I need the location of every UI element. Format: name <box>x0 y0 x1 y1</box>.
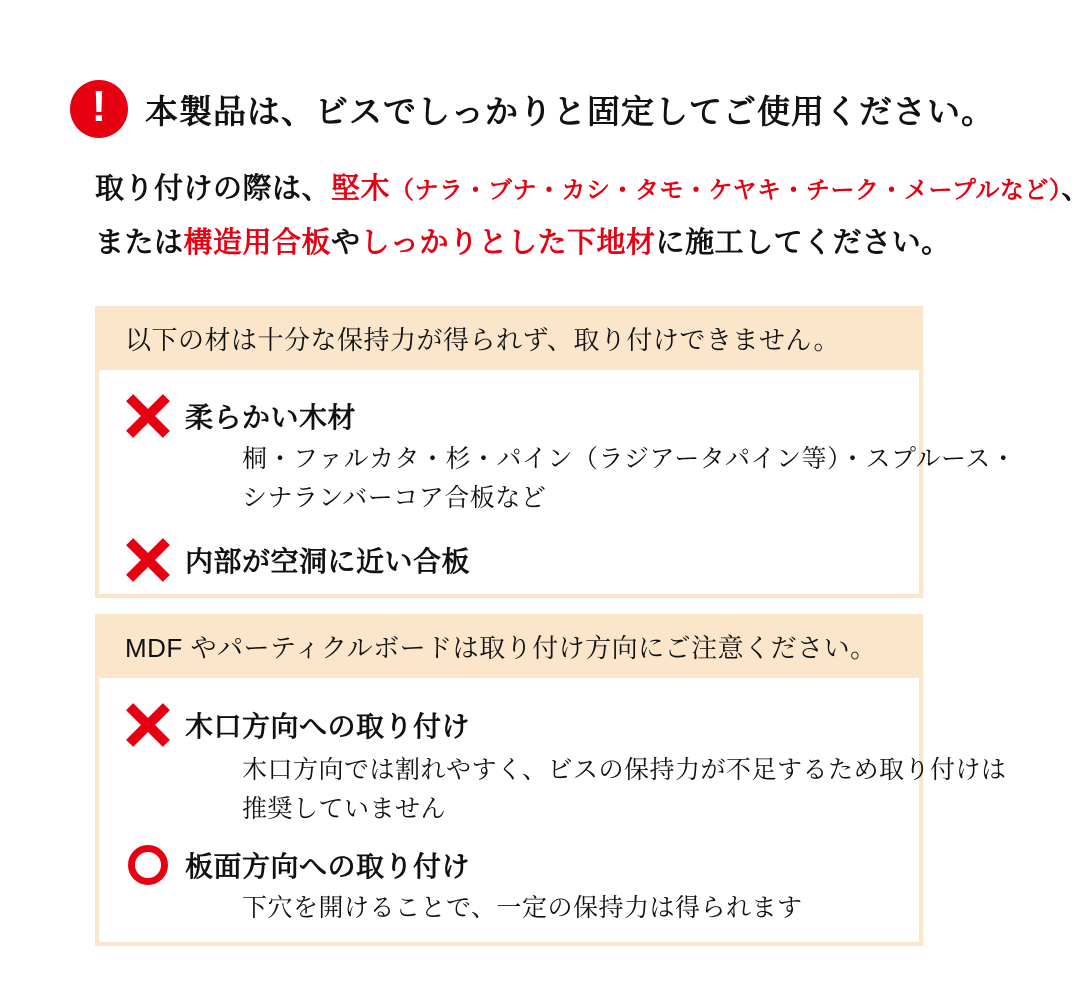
intro-paragraph <box>95 163 1091 270</box>
item-detail-line: シナランバーコア合板など <box>242 484 547 512</box>
intro-hardwood-examples: （ナラ・ブナ・カシ・タモ・ケヤキ・チーク・メープルなど） <box>390 177 1062 204</box>
cross-icon <box>128 540 168 580</box>
intro-highlight-structural-plywood: 構造用合板 <box>183 227 332 259</box>
warning-box-unsuitable-materials <box>95 306 1017 598</box>
item-detail <box>242 751 1007 829</box>
warning-title-row <box>0 0 1000 138</box>
cross-icon <box>128 705 168 745</box>
intro-line-1 <box>95 163 1091 217</box>
list-item <box>128 705 899 745</box>
item-detail-line: 推奨していません <box>242 795 447 823</box>
exclamation-glyph: ! <box>91 82 107 131</box>
item-detail <box>242 440 1017 518</box>
intro-text: 、 <box>1061 173 1091 205</box>
intro-highlight-solid-base: しっかりとした下地材 <box>360 227 656 259</box>
intro-text: 取り付けの際は、 <box>95 173 332 205</box>
item-title: 板面方向への取り付け <box>185 851 471 882</box>
box-body <box>99 396 1017 594</box>
intro-text: に施工してください。 <box>655 227 951 259</box>
item-detail-line: 桐・ファルカタ・杉・パイン（ラジアータパイン等）・スプルース・ <box>242 445 1017 473</box>
box-body <box>99 705 1007 942</box>
page-title: 本製品は、ビスでしっかりと固定してご使用ください。 <box>145 92 995 130</box>
warning-box-mdf-direction <box>95 614 1007 946</box>
intro-line-2 <box>95 217 1000 270</box>
item-title: 柔らかい木材 <box>185 402 357 433</box>
intro-text: や <box>331 227 361 259</box>
item-detail-line: 木口方向では割れやすく、ビスの保持力が不足するため取り付けは <box>242 756 1007 784</box>
list-item <box>128 396 899 436</box>
item-title: 内部が空洞に近い合板 <box>185 546 471 577</box>
item-detail <box>242 889 899 928</box>
list-item <box>128 845 899 885</box>
alert-exclamation-icon <box>70 80 128 138</box>
box-header: 以下の材は十分な保持力が得られず、取り付けできません。 <box>99 310 919 375</box>
list-item <box>128 540 899 580</box>
cross-icon <box>128 396 168 436</box>
box-header: MDF やパーティクルボードは取り付け方向にご注意ください。 <box>99 618 919 683</box>
intro-text: または <box>95 227 184 259</box>
item-title: 木口方向への取り付け <box>185 711 471 742</box>
intro-highlight-hardwood: 堅木 <box>331 173 391 205</box>
circle-icon <box>128 845 168 885</box>
item-detail-line: 下穴を開けることで、一定の保持力は得られます <box>242 894 803 922</box>
